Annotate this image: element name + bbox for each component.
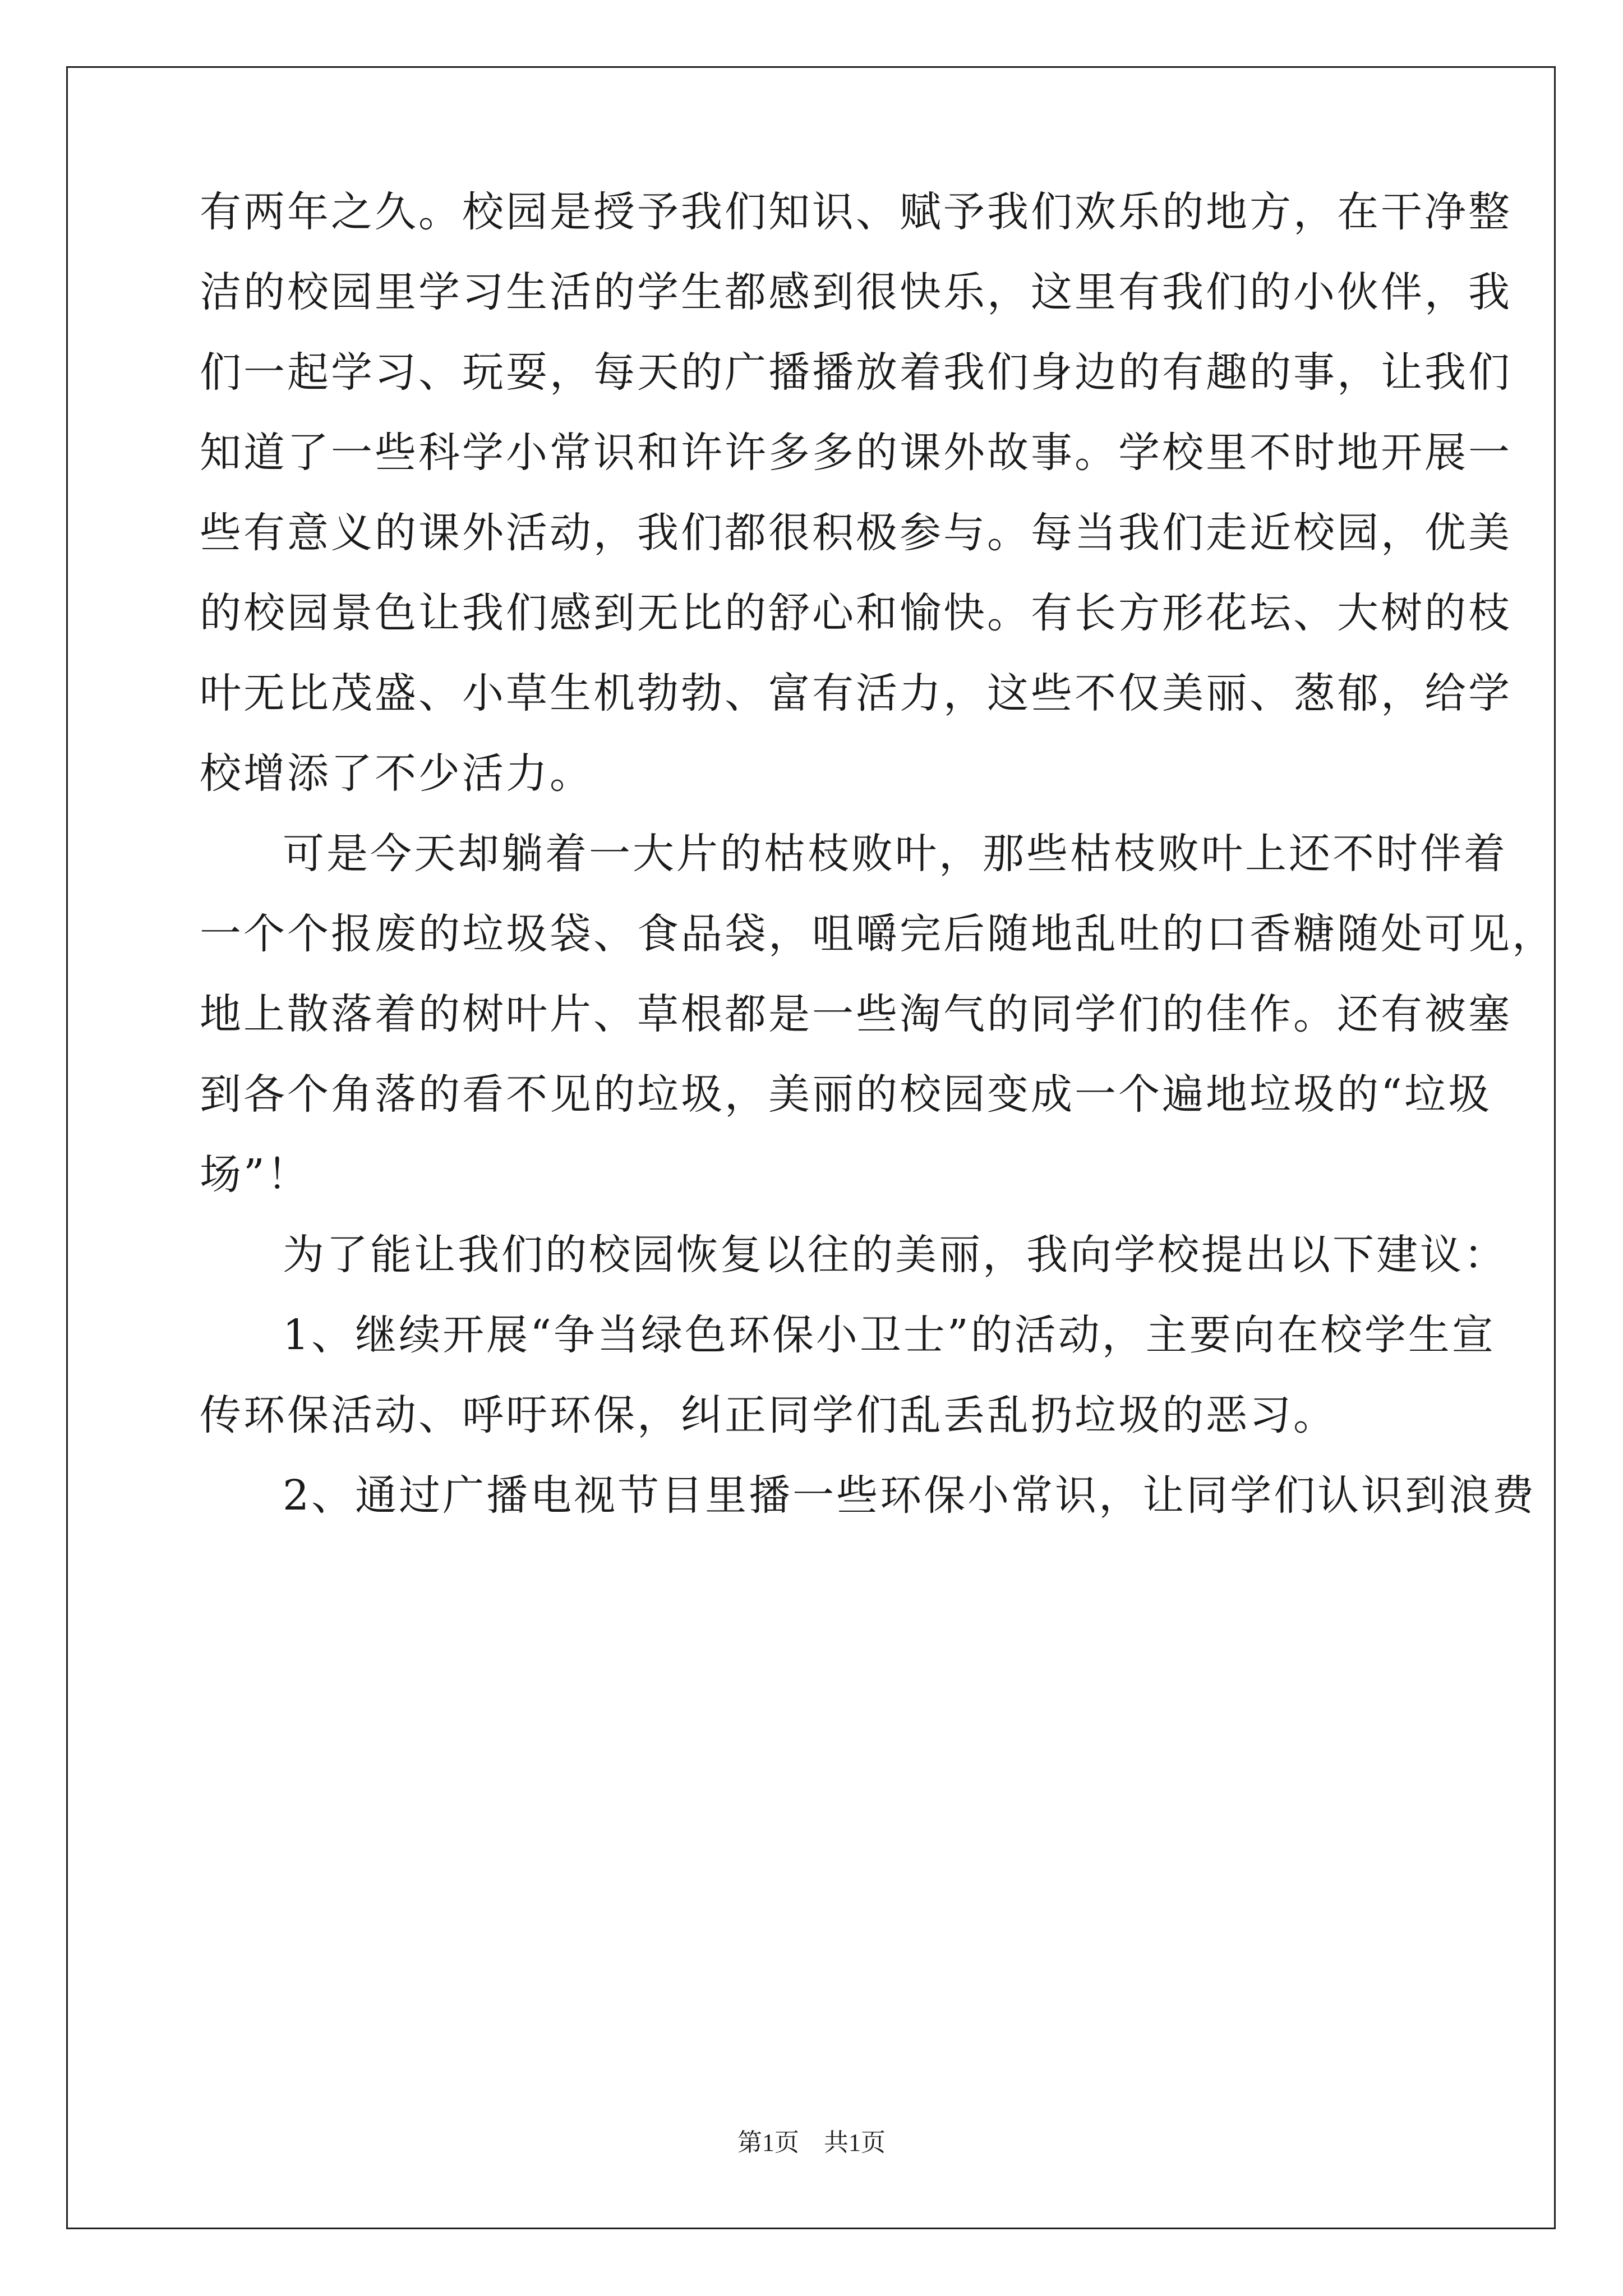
text-line: 到各个角落的看不见的垃圾，美丽的校园变成一个遍地垃圾的“垃圾	[200, 1070, 1492, 1119]
text-line: 叶无比茂盛、小草生机勃勃、富有活力，这些不仅美丽、葱郁，给学	[200, 669, 1512, 717]
paragraph-first-line: 为了能让我们的校园恢复以往的美丽，我向学校提出以下建议：	[283, 1231, 1507, 1279]
text-line: 一个个报废的垃圾袋、食品袋，咀嚼完后随地乱吐的口香糖随处可见，	[200, 910, 1556, 958]
text-line: 地上散落着的树叶片、草根都是一些淘气的同学们的佳作。还有被塞	[200, 990, 1512, 1038]
text-line: 有两年之久。校园是授予我们知识、赋予我们欢乐的地方，在干净整	[200, 188, 1512, 236]
list-item-first-line: 1、继续开展“争当绿色环保小卫士”的活动，主要向在校学生宣	[283, 1311, 1496, 1359]
list-item-first-line: 2、通过广播电视节目里播一些环保小常识，让同学们认识到浪费	[283, 1471, 1537, 1520]
text-line: 些有意义的课外活动，我们都很积极参与。每当我们走近校园，优美	[200, 509, 1512, 557]
text-line: 们一起学习、玩耍，每天的广播播放着我们身边的有趣的事，让我们	[200, 348, 1512, 397]
text-line: 校增添了不少活力。	[200, 749, 593, 798]
page-number: 第1页 共1页	[737, 2129, 886, 2156]
text-line: 洁的校园里学习生活的学生都感到很快乐，这里有我们的小伙伴，我	[200, 268, 1512, 316]
text-line: 传环保活动、呼吁环保，纠正同学们乱丢乱扔垃圾的恶习。	[200, 1391, 1337, 1439]
text-line: 的校园景色让我们感到无比的舒心和愉快。有长方形花坛、大树的枝	[200, 589, 1512, 637]
paragraph-first-line: 可是今天却躺着一大片的枯枝败叶，那些枯枝败叶上还不时伴着	[283, 830, 1507, 878]
text-line: 场”！	[200, 1151, 311, 1199]
text-line: 知道了一些科学小常识和许许多多的课外故事。学校里不时地开展一	[200, 429, 1512, 477]
